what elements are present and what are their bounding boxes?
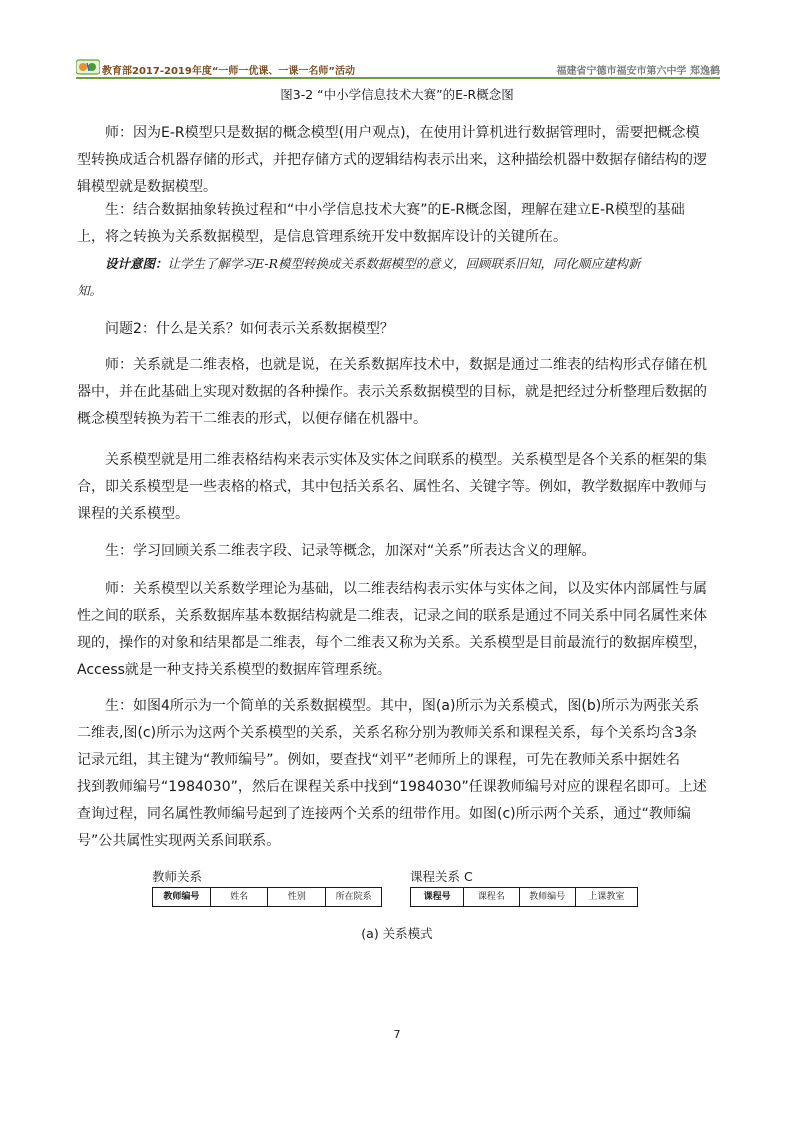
- text-line: 器中，并在此基础上实现对数据的各种操作。表示关系数据模型的目标，就是把经过分析整理后数据的: [77, 384, 707, 400]
- text-line: Access就是一种支持关系模型的数据库管理系统。: [77, 662, 391, 678]
- table-header-cell: 姓名: [211, 888, 269, 906]
- text-line: 找到教师编号“1984030”，然后在课程关系中找到“1984030”任课教师编号对应的课程名即可。上述: [77, 779, 707, 795]
- text-line: 号”公共属性实现两关系间联系。: [77, 833, 281, 849]
- text-line: 合，即关系模型是一些表格的格式，其中包括关系名、属性名、关键字等。例如，教学数据库中教师与: [77, 479, 707, 495]
- text-line: 性之间的联系，关系数据库基本数据结构就是二维表，记录之间的联系是通过不同关系中同名属性来体: [77, 608, 707, 624]
- text-line: 知。: [77, 283, 103, 298]
- text-line: 关系模型就是用二维表格结构来表示实体及实体之间联系的模型。关系模型是各个关系的框架的集: [105, 452, 707, 468]
- text-line: 生：结合数据抽象转换过程和“中小学信息技术大赛”的E-R概念图，理解在建立E-R模型的基础: [105, 202, 685, 218]
- text-line: 二维表,图(c)所示为这两个关系模型的关系，关系名称分别为教师关系和课程关系，每个关系均含3条: [77, 725, 697, 741]
- page-number: 7: [393, 1028, 401, 1041]
- text-line: 生：学习回顾关系二维表字段、记录等概念，加深对“关系”所表达含义的理解。: [105, 543, 596, 559]
- text-line: 师：关系就是二维表格，也就是说，在关系数据库技术中，数据是通过二维表的结构形式存储在机: [105, 357, 707, 373]
- table-header-cell: 性别: [268, 888, 326, 906]
- text-line: 辑模型就是数据模型。: [77, 179, 217, 195]
- header-right-text: 福建省宁德市福安市第六中学 郑逸鹤: [556, 66, 720, 77]
- header-left-text: 教育部2017-2019年度“一师一优课、一课一名师”活动: [102, 66, 355, 77]
- text-line: 师：关系模型以关系数学理论为基础，以二维表结构表示实体与实体之间，以及实体内部属性与属: [105, 581, 707, 597]
- text-line: 型转换成适合机器存储的形式，并把存储方式的逻辑结构表示出来，这种描绘机器中数据存储结构的逻: [77, 152, 707, 168]
- teacher-relation: [152, 868, 382, 907]
- table-header-cell: 教师编号: [520, 888, 576, 906]
- paragraph-teacher-3: [77, 576, 719, 684]
- text-line: 师：因为E-R模型只是数据的概念模型(用户观点)，在使用计算机进行数据管理时，需要把概念模: [105, 125, 700, 141]
- teacher-relation-title: 教师关系: [152, 869, 203, 884]
- paragraph-teacher-1: [77, 120, 719, 201]
- text-line: 生：如图4所示为一个简单的关系数据模型。其中，图(a)所示为关系模式，图(b)所示为两张关系: [105, 698, 700, 714]
- table-header-cell: 上课教室: [588, 892, 625, 902]
- logo-icon: [76, 59, 100, 75]
- figure-caption: 图3-2 “中小学信息技术大赛”的E-R概念图: [280, 87, 514, 102]
- header-divider: [76, 77, 720, 79]
- text-line: 现的，操作的对象和结果都是二维表，每个二维表又称为关系。关系模型是目前最流行的数据库模型，: [77, 635, 707, 651]
- question-heading: [77, 316, 719, 343]
- text-line: 概念模型转换为若干二维表的形式，以便存储在机器中。: [77, 411, 427, 427]
- question-text: 问题2：什么是关系？如何表示关系数据模型？: [105, 321, 394, 337]
- text-line: 课程的关系模型。: [77, 506, 189, 522]
- design-intent-label: 设计意图：: [105, 256, 168, 271]
- course-relation-header-row: [410, 887, 638, 907]
- page-header: [76, 57, 720, 79]
- table-header-cell: 教师编号: [153, 888, 211, 906]
- paragraph-relational-model: [77, 447, 719, 528]
- course-relation: [410, 868, 638, 907]
- table-header-cell: 课程名: [464, 888, 519, 906]
- table-header-cell: 所在院系: [335, 892, 372, 902]
- paragraph-student-2: [77, 538, 719, 565]
- design-intent-text: 让学生了解学习E-R模型转换成关系数据模型的意义，回顾联系旧知，同化顺应建构新: [167, 256, 641, 271]
- table-header-cell: 课程号: [411, 888, 464, 906]
- teacher-relation-header-row: [152, 887, 382, 907]
- schema-caption: (a) 关系模式: [361, 926, 433, 941]
- course-relation-title: 课程关系 C: [410, 869, 473, 884]
- relation-schema-figure: [152, 868, 640, 908]
- paragraph-student-3: [77, 693, 719, 855]
- paragraph-student-1: [77, 197, 719, 251]
- text-line: 记录元组，其主键为“教师编号”。例如，要查找“刘平”老师所上的课程，可先在教师关系中据姓名: [77, 752, 681, 768]
- text-line: 上，将之转换为关系数据模型，是信息管理系统开发中数据库设计的关键所在。: [77, 229, 567, 245]
- design-intent: [77, 250, 719, 304]
- text-line: 查询过程，同名属性教师编号起到了连接两个关系的纽带作用。如图(c)所示两个关系，通过“教师编: [77, 806, 691, 822]
- paragraph-teacher-2: [77, 352, 719, 433]
